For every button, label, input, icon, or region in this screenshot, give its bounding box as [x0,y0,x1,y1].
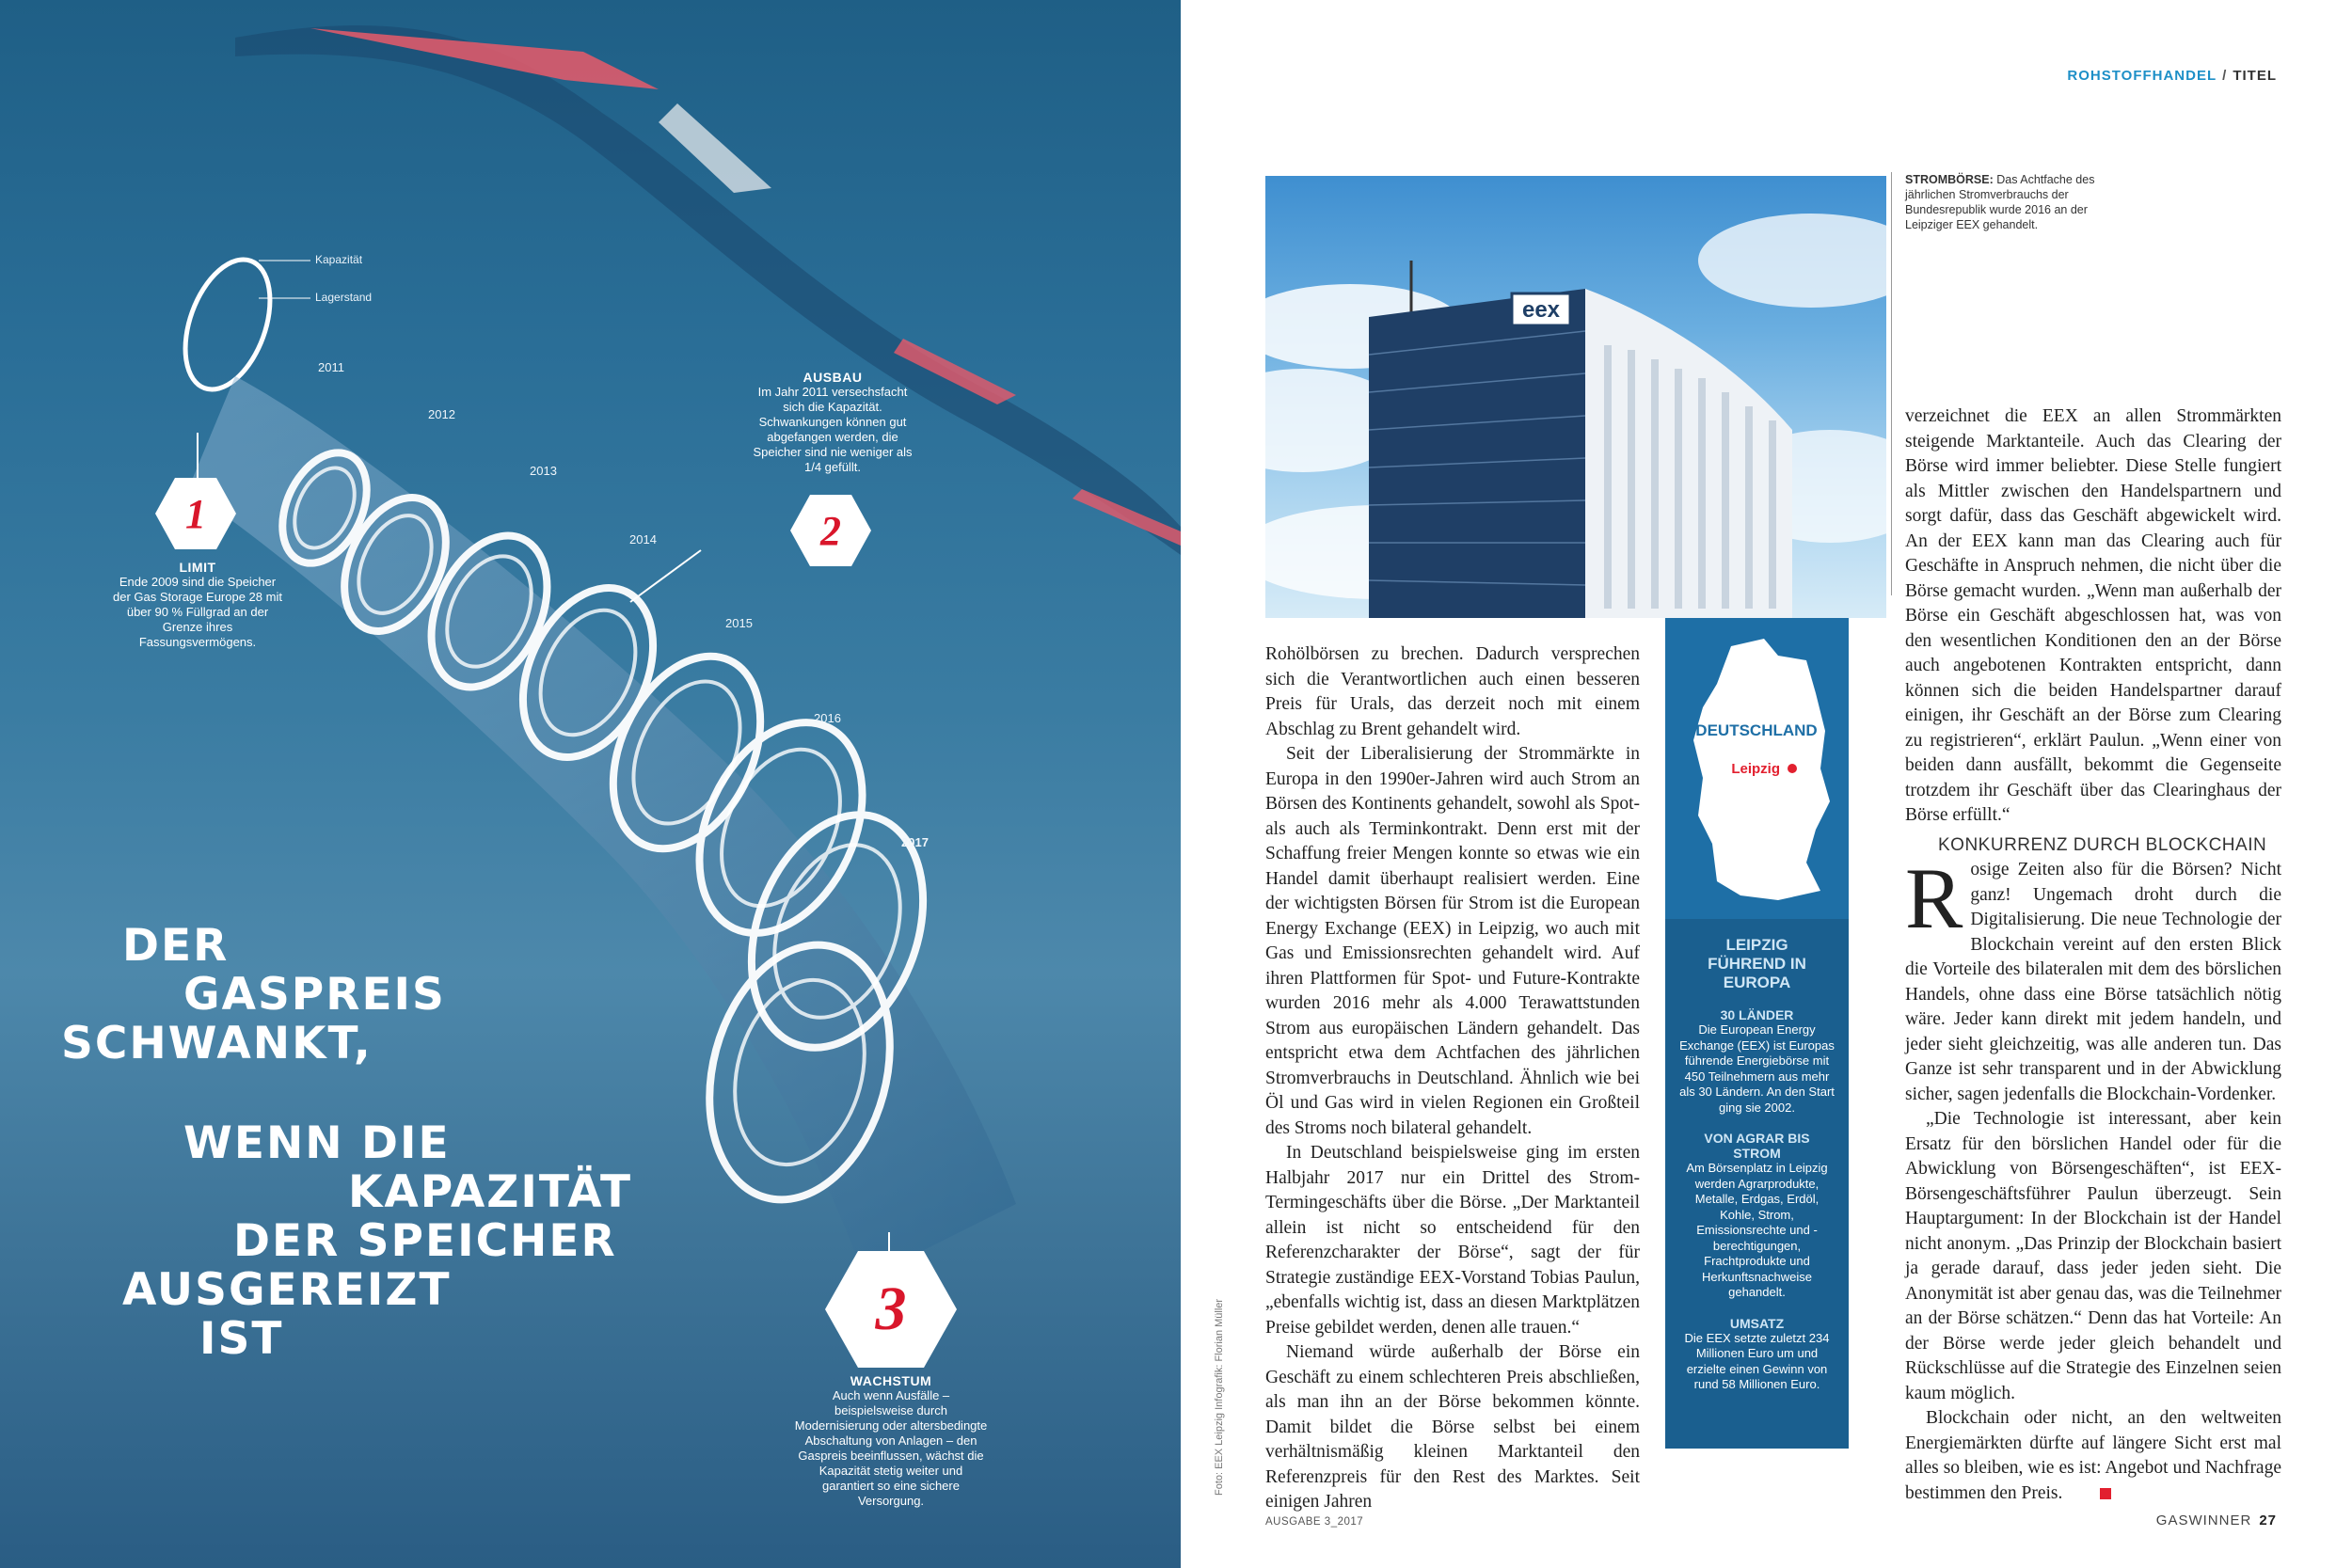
caption-text: Das Achtfache des jährlichen Stromverbrauchs der Bundesrepublik wurde 2016 an der Leipziger EEX gehandelt. [1905,173,2095,231]
article-paragraph: verzeichnet die EEX an allen Strommärkten steigende Marktanteile. Auch das Clearing der Börse wird immer beliebter. Diese Stelle fungiert als Mittler zwischen den Handelspartnern und sorgt dafür, dass das Geschäft abgewickelt wird. An der EEX kann man das Clearing auch für Geschäfte in Anspruch nehmen, die nicht über die Börse gemacht wurden. „Wenn man außerhalb der Börse ein Geschäft abgeschlossen hat, was von den wesentlichen Konditionen den an der Börse auch angebotenen Kontrakten entspricht, dann können sich die beiden Handelspartner darauf einigen, ihr Geschäft an der Börse zum Clearing zu registrieren“, erklärt Paulun. „Wenn einer von beiden dann ausfällt, bekommt die Gegenseite trotzdem ihr Geschäft über das Clearinghaus der Börse erfüllt.“ [1905,406,2281,825]
year-label: 2016 [814,711,841,725]
article-column-right-bottom [1905,850,2281,1506]
callout-1-title: LIMIT [179,560,216,575]
headline-line: AUSGEREIZT [122,1264,452,1316]
eex-building-photo [1265,176,1886,618]
year-label: 2011 [318,360,344,374]
folio [2156,1513,2277,1528]
year-label: 2012 [428,407,455,421]
headline-highlight: GASPREIS [183,969,446,1021]
headline-line: DER [122,920,230,972]
factbox-text: Die EEX setzte zuletzt 234 Millionen Euro um und erzielte einen Gewinn von rund 58 Millionen Euro. [1684,1330,1830,1391]
callout-3-text: Auch wenn Ausfälle – beispielsweise durch Modernisierung oder altersbedingte Abschaltung von Anlagen – den Gaspreis beeinflussen, wächst die Kapazität stetig weiter und garantiert so eine sichere Versorgung. [794,1388,988,1508]
callout-3-number: 3 [875,1275,907,1343]
map-country-label: DEUTSCHLAND [1695,721,1818,739]
callout-1 [113,560,282,650]
legend-storage-label: Lagerstand [315,291,373,304]
fact-box [1665,919,1849,1449]
headline-line: IST [199,1313,284,1365]
factbox-text: Die European Energy Exchange (EEX) ist Europas führende Energiebörse mit 450 Teilnehmern aus mehr als 30 Ländern. An den Start ging sie 2002. [1679,1022,1835,1115]
factbox-text: Am Börsenplatz in Leipzig werden Agrarprodukte, Metalle, Erdgas, Erdöl, Kohle, Strom, Emissionsrechte und -berechtigungen, Frachtprodukte und Herkunftsnachweise gehandelt. [1686,1161,1828,1299]
headline-line: DER SPEICHER [233,1215,617,1267]
year-label: 2015 [725,616,753,630]
article-paragraph: Seit der Liberalisierung der Strommärkte in Europa in den 1990er-Jahren wird auch Strom an Börsen des Kontinents gehandelt, sowohl als Spot- als auch als Terminkontrakt. Denn erst mit der Schaffung freier Mengen konnte so etwas wie ein Handel damit überhaupt realisiert werden. Eine der wichtigsten Börsen für Strom ist die European Energy Exchange (EEX) in Leipzig, wo auch mit Gas und Emissionsrechten gehandelt wird. Auf ihren Plattformen für Spot- und Future-Kontrakte wurden 2016 mehr als 4.000 Terawattstunden Strom aus europäischen Ländern gehandelt. Das entspricht etwa dem Achtfachen des jährlichen Stromverbrauchs in Deutschland. Ähnlich wie bei Öl und Gas wird in vielen Regionen ein Großteil des Stroms noch bilateral gehandelt. [1265,744,1640,1138]
article-paragraph: Rohölbörsen zu brechen. Dadurch versprechen sich die Verantwortlichen auch einen besseren Preis für Urals, das derzeit noch mit einem Abschlag zu Brent gehandelt wird. [1265,644,1640,739]
article-subheading: KONKURRENZ DURCH BLOCKCHAIN [1938,835,2267,855]
article-column-right-top [1905,404,2281,829]
drop-cap: R [1905,850,1963,946]
germany-map [1665,618,1849,919]
callout-2-hexagon [790,495,871,566]
article-paragraph: In Deutschland beispielsweise ging im ersten Halbjahr 2017 nur ein Drittel des Strom-Termingeschäfts über die Börse. „Der Marktanteil allein ist nicht so entscheidend für den Referenzcharakter der Börse“, sagt der für Strategie zuständige EEX-Vorstand Tobias Paulun, „ebenfalls wichtig ist, dass an diesen Marktplätzen Preise gebildet werden, denen alle trauen.“ [1265,1143,1640,1338]
photo-credit: Foto: EEX Leipzig Infografik: Florian Müller [1214,1298,1225,1496]
factbox-heading: UMSATZ [1729,1315,1785,1331]
building-sign: eex [1521,297,1561,323]
issue-label: AUSGABE 3_2017 [1265,1516,1364,1528]
year-label: 2014 [629,532,657,546]
article-column-middle [1265,642,1640,1515]
callout-2-title: AUSBAU [803,370,863,385]
article-paragraph: osige Zeiten also für die Börsen? Nicht ganz! Ungemach droht durch die Digitalisierung. Die neue Technologie der Blockchain vereint auf den ersten Blick die Vorteile des bilateralen mit dem des börslichen Handels, ohne dass eine Börse tatsächlich nötig wäre. Jeder kann direkt mit jedem handeln, und jeder sieht gleichzeitig, was alle anderen tun. Das Ganze ist sehr transparent und in der Abwicklung sicher, sagen jedenfalls die Blockchain-Vordenker. [1905,860,2281,1104]
callout-2-number: 2 [820,507,841,554]
callout-3-title: WACHSTUM [850,1373,932,1388]
rubric-separator: / [2222,68,2228,84]
article-paragraph: Blockchain oder nicht, an den weltweiten Energiemärkten dürfte auf längere Sicht erst mal alles so bleiben, wie es ist: Angebot und Nachfrage bestimmen den Preis. [1905,1408,2281,1503]
article-paragraph: Niemand würde außerhalb der Börse ein Geschäft zu einem schlechteren Preis abschließen, als man ihn an der Börse bekommen könnte. Damit bildet die Börse selbst bei einem verhältnismäßig kleinen Marktanteil den Referenzpreis für den Rest des Marktes. Seit einigen Jahren [1265,1342,1640,1512]
rubric-label: ROHSTOFFHANDEL [2067,68,2217,84]
end-mark [2100,1488,2111,1499]
caption-title: STROMBÖRSE: [1905,173,1994,186]
callout-3 [792,1373,990,1509]
callout-2-text: Im Jahr 2011 versechsfacht sich die Kapazität. Schwankungen können gut abgefangen werden, die Speicher sind nie weniger als 1/4 gefüllt. [753,385,913,474]
page-rubric [2067,68,2277,84]
headline-line: KAPAZITÄT [348,1166,633,1218]
callout-3-hexagon [825,1251,957,1368]
callout-1-hexagon [155,478,236,549]
photo-caption [1905,172,2131,232]
section-label: TITEL [2233,68,2277,84]
legend-capacity-label: Kapazität [315,253,363,266]
year-label: 2017 [901,835,929,849]
headline-line: SCHWANKT, [61,1018,373,1069]
year-label: 2013 [530,464,557,478]
magazine-name: GASWINNER [2155,1513,2252,1528]
factbox-heading: VON AGRAR BIS STROM [1704,1131,1810,1161]
factbox-heading: 30 LÄNDER [1720,1007,1794,1022]
map-city-label: Leipzig [1731,761,1780,777]
callout-1-text: Ende 2009 sind die Speicher der Gas Storage Europe 28 mit über 90 % Füllgrad an der Grenze ihres Fassungsvermögens. [113,575,282,649]
callout-2 [748,370,917,475]
callout-1-number: 1 [185,490,206,537]
article-paragraph: „Die Technologie ist interessant, aber kein Ersatz für den börslichen Handel oder für die Abwicklung von Börsengeschäften“, ist EEX-Börsengeschäftsführer Paulun überzeugt. Sein Hauptargument: In der Blockchain ist der Handel nicht anonym. „Das Prinzip der Blockchain basiert ja gerade darauf, dass jeder jeden sieht. Die Anonymität ist aber genau das, was die Teilnehmer an der Börse schätzen.“ Denn das hat Vorteile: An der Börse werde jeder gleich behandelt und Rückschlüsse auf die Strategie des Einzelnen seien kaum möglich. [1905,1109,2281,1403]
page-number: 27 [2259,1513,2277,1528]
caption-divider [1891,172,1892,595]
factbox-title: LEIPZIG FÜHREND IN EUROPA [1708,936,1806,991]
headline-line: WENN DIE [183,1117,451,1169]
